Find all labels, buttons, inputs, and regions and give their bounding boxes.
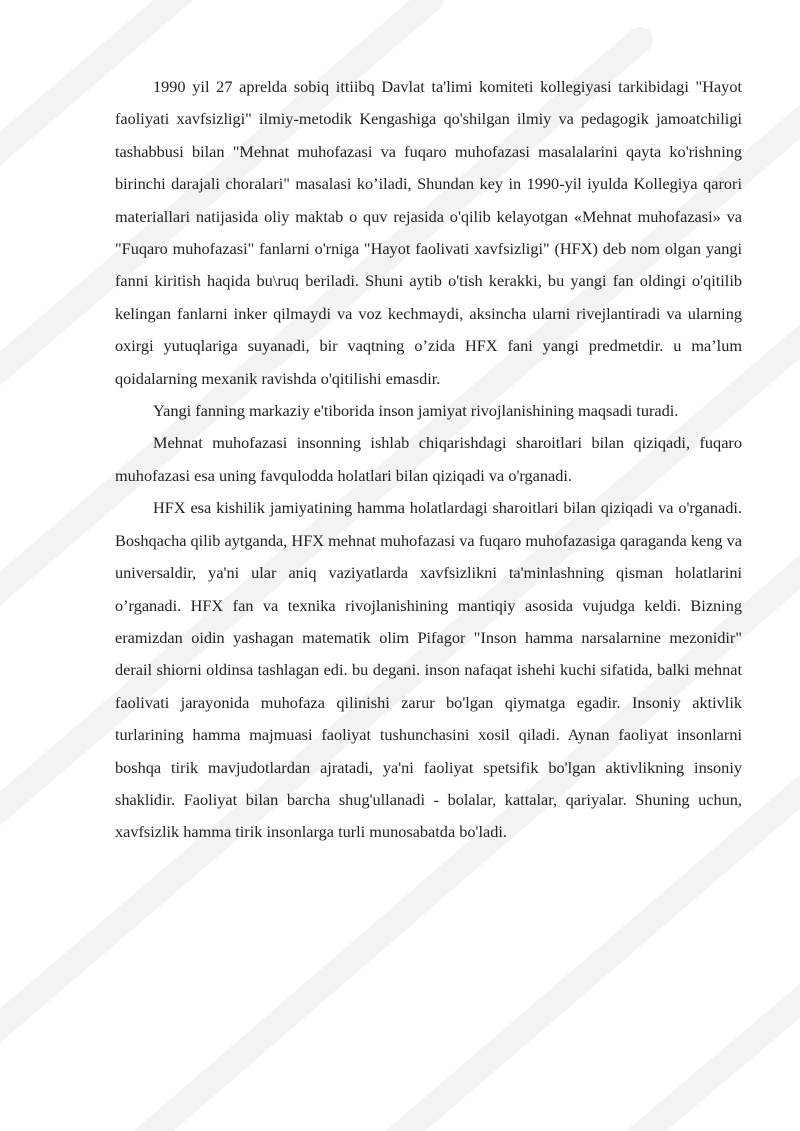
paragraph-1: 1990 yil 27 aprelda sobiq ittiibq Davlat ta'limi komiteti kollegiyasi tarkibidagi "Hayot faoliyati xavfsizligi" ilmiy-metodik Kengashiga qo'shilgan ilmiy va pedagogik jamoatchiligi tashabbusi bilan "Mehnat muhofazasi va fuqaro muhofazasi masalalarini qayta ko'rishning birinchi darajali choralari" masalasi ko’iladi, Shundan key in 1990-yil iyulda Kollegiya qarori materiallari natijasida oliy maktab o quv rejasida o'qilib kelayotgan «Mehnat muhofazasi» va "Fuqaro muhofazasi" fanlarni o'rniga "Hayot faolivati xavfsizligi" (HFX) deb nom olgan yangi fanni kiritish haqida bu\ruq beriladi. Shuni aytib o'tish kerakki, bu yangi fan oldingi o'qitilib kelingan fanlarni inker qilmaydi va voz kechmaydi, aksincha ularni rivejlantiradi va ularning oxirgi yutuqlariga suyanadi, bir vaqtning o’zida HFX fani yangi predmetdir. u ma’lum qoidalarning mexanik ravishda o'qitilishi emasdir. bbox=[115, 77, 742, 388]
paragraph-3: Mehnat muhofazasi insonning ishlab chiqarishdagi sharoitlari bilan qiziqadi, fuqaro muhofazasi esa uning favqulodda holatlari bilan qiziqadi va o'rganadi. bbox=[115, 433, 742, 485]
paragraph-2: Yangi fanning markaziy e'tiborida inson jamiyat rivojlanishining maqsadi turadi. bbox=[153, 401, 679, 421]
document-body bbox=[115, 71, 742, 849]
paragraph-4: HFX esa kishilik jamiyatining hamma holatlardagi sharoitlari bilan qiziqadi va o'rganadi. Boshqacha qilib aytganda, HFX mehnat muhofazasi va fuqaro muhofazasiga qaraganda keng va universaldir, ya'ni ular aniq vaziyatlarda xavfsizlikni ta'minlashning qisman holatlarini o’rganadi. HFX fan va texnika rivojlanishining mantiqiy asosida vujudga keldi. Bizning eramizdan oidin yashagan matematik olim Pifagor "Inson hamma narsalarnine mezonidir" derail shiorni oldinsa tashlagan edi. bu degani. inson nafaqat ishehi kuchi sifatida, balki mehnat faolivati jarayonida muhofaza qilinishi zarur bo'lgan qiymatga egadir. Insoniy aktivlik turlarining hamma majmuasi faoliyat tushunchasini xosil qiladi. Aynan faoliyat insonlarni boshqa tirik mavjudotlardan ajratadi, ya'ni faoliyat spetsifik bo'lgan aktivlikning insoniy shaklidir. Faoliyat bilan barcha shug'ullanadi - bolalar, kattalar, qariyalar. Shuning uchun, xavfsizlik hamma tirik insonlarga turli munosabatda bo'ladi. bbox=[115, 498, 742, 842]
